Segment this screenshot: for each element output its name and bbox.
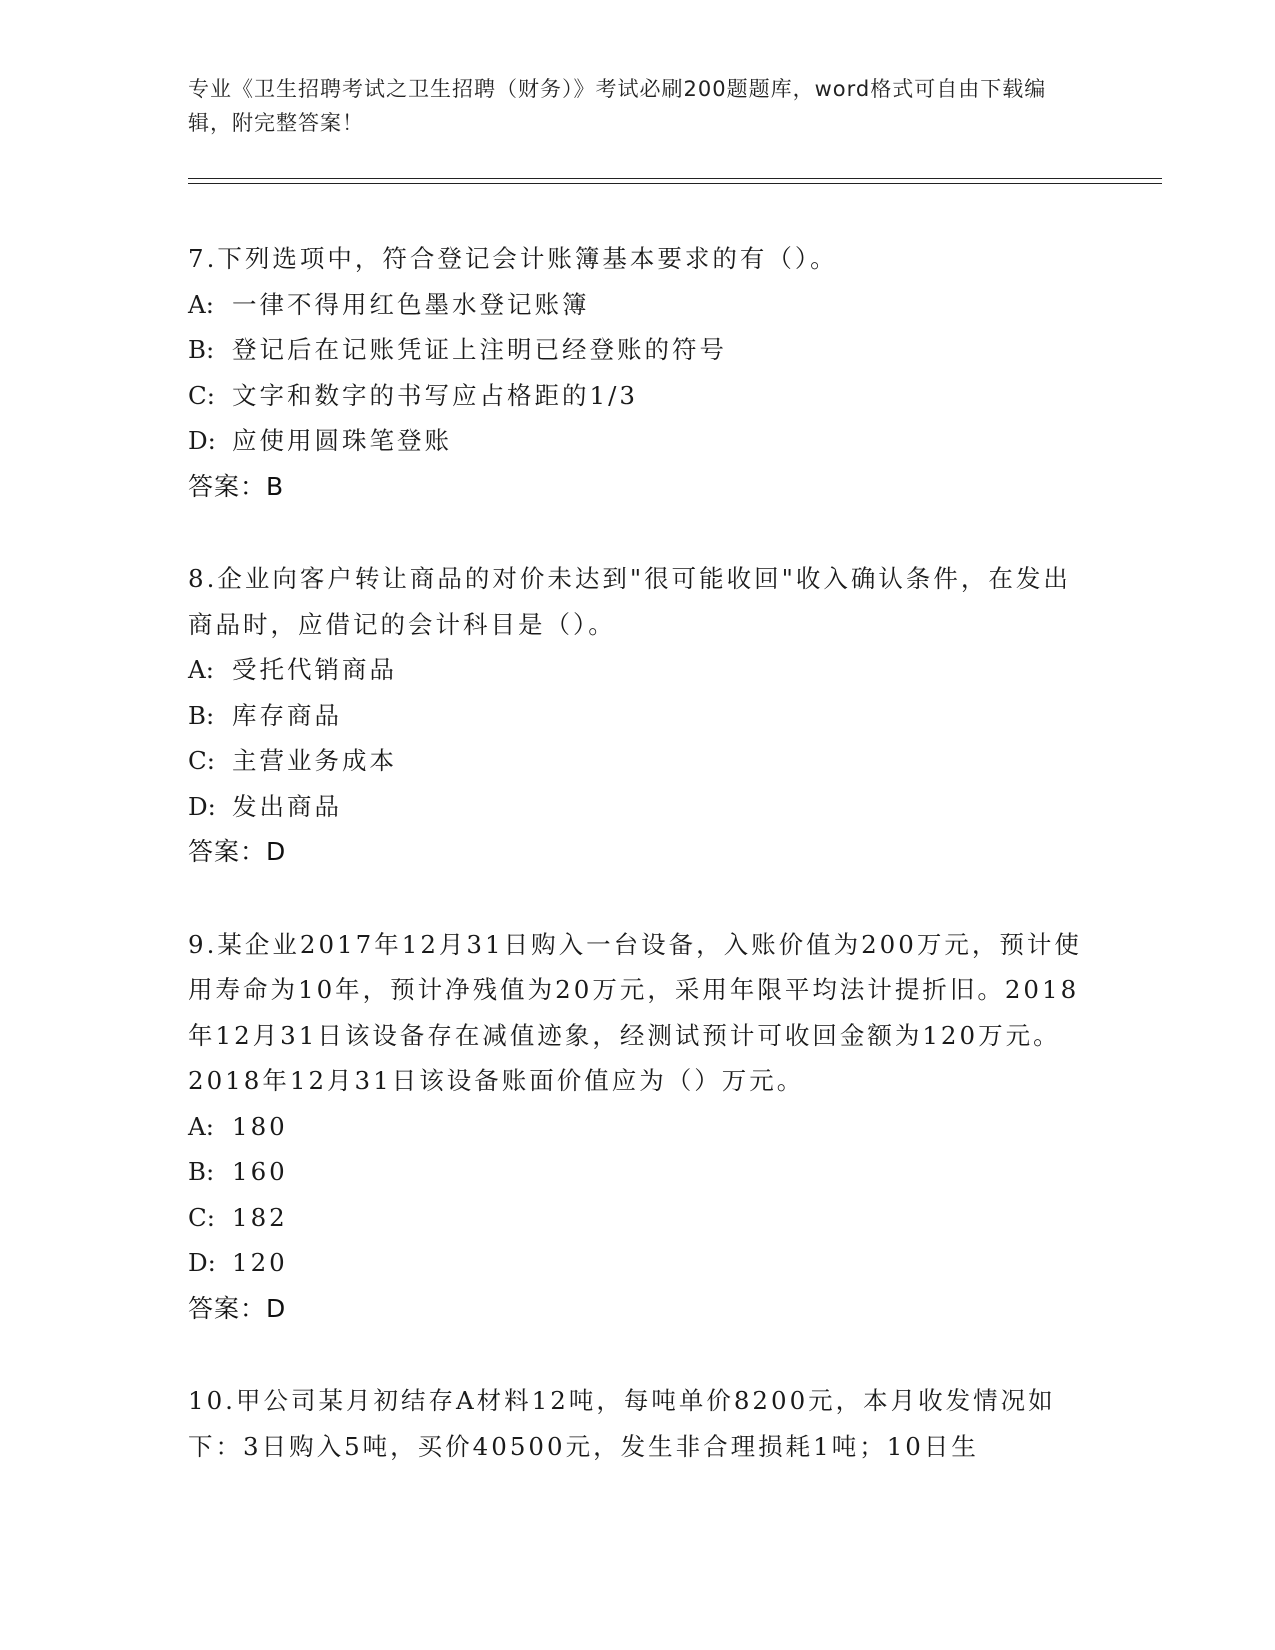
option-b xyxy=(188,693,1088,739)
option-c xyxy=(188,373,1088,419)
option-d xyxy=(188,418,1088,464)
option-a xyxy=(188,1104,1088,1150)
question-stem: 10.甲公司某月初结存A材料12吨，每吨单价8200元，本月收发情况如下：3日购入5吨，买价40500元，发生非合理损耗1吨；10日生 xyxy=(188,1386,1056,1461)
option-text: 文字和数字的书写应占格距的1/3 xyxy=(232,380,638,410)
answer-line: 答案：D xyxy=(188,837,287,866)
option-key: D: xyxy=(188,1248,216,1277)
question-stem: 8.企业向客户转让商品的对价未达到"很可能收回"收入确认条件，在发出商品时，应借记的会计科目是（）。 xyxy=(188,564,1071,639)
option-key: D: xyxy=(188,791,216,821)
document-header xyxy=(188,72,1068,140)
question-stem: 7.下列选项中，符合登记会计账簿基本要求的有（）。 xyxy=(188,244,838,273)
option-key: C: xyxy=(188,380,216,410)
option-d xyxy=(188,784,1088,830)
question-stem: 9.某企业2017年12月31日购入一台设备，入账价值为200万元，预计使用寿命为10年，预计净残值为20万元，采用年限平均法计提折旧。2018年12月31日该设备存在减值迹象，经测试预计可收回金额为120万元。2018年12月31日该设备账面价值应为（）万元。 xyxy=(188,929,1082,1095)
header-text: 专业《卫生招聘考试之卫生招聘（财务）》考试必刷200题题库，word格式可自由下载编辑，附完整答案！ xyxy=(188,77,1047,135)
question-9 xyxy=(188,922,1088,1332)
answer-line: 答案：D xyxy=(188,1293,287,1323)
option-text: 登记后在记账凭证上注明已经登账的符号 xyxy=(232,335,727,364)
option-key: A: xyxy=(188,289,214,319)
answer-line: 答案：B xyxy=(188,471,285,501)
header-divider-top xyxy=(188,178,1162,179)
question-7 xyxy=(188,236,1088,509)
option-a xyxy=(188,647,1088,693)
option-a xyxy=(188,282,1088,328)
option-b xyxy=(188,327,1088,373)
option-key: B: xyxy=(188,335,215,364)
option-key: D: xyxy=(188,426,216,455)
option-key: B: xyxy=(188,700,215,730)
option-c xyxy=(188,1195,1088,1241)
option-text: 一律不得用红色墨水登记账簿 xyxy=(232,289,590,319)
option-text: 160 xyxy=(232,1157,288,1186)
question-list xyxy=(188,236,1088,1469)
option-b xyxy=(188,1149,1088,1195)
option-text: 发出商品 xyxy=(232,791,342,821)
option-key: A: xyxy=(188,1111,214,1141)
option-key: A: xyxy=(188,655,214,684)
option-text: 120 xyxy=(232,1248,288,1277)
question-8 xyxy=(188,556,1088,875)
option-text: 受托代销商品 xyxy=(232,655,397,684)
option-key: B: xyxy=(188,1157,215,1186)
option-c xyxy=(188,738,1088,784)
option-text: 应使用圆珠笔登账 xyxy=(232,426,452,455)
option-text: 库存商品 xyxy=(232,700,342,730)
option-text: 主营业务成本 xyxy=(232,746,397,775)
option-key: C: xyxy=(188,1202,216,1232)
header-divider-bottom xyxy=(188,183,1162,184)
question-10 xyxy=(188,1378,1088,1469)
option-d xyxy=(188,1240,1088,1286)
option-key: C: xyxy=(188,746,216,775)
option-text: 182 xyxy=(232,1202,288,1232)
option-text: 180 xyxy=(232,1111,288,1141)
